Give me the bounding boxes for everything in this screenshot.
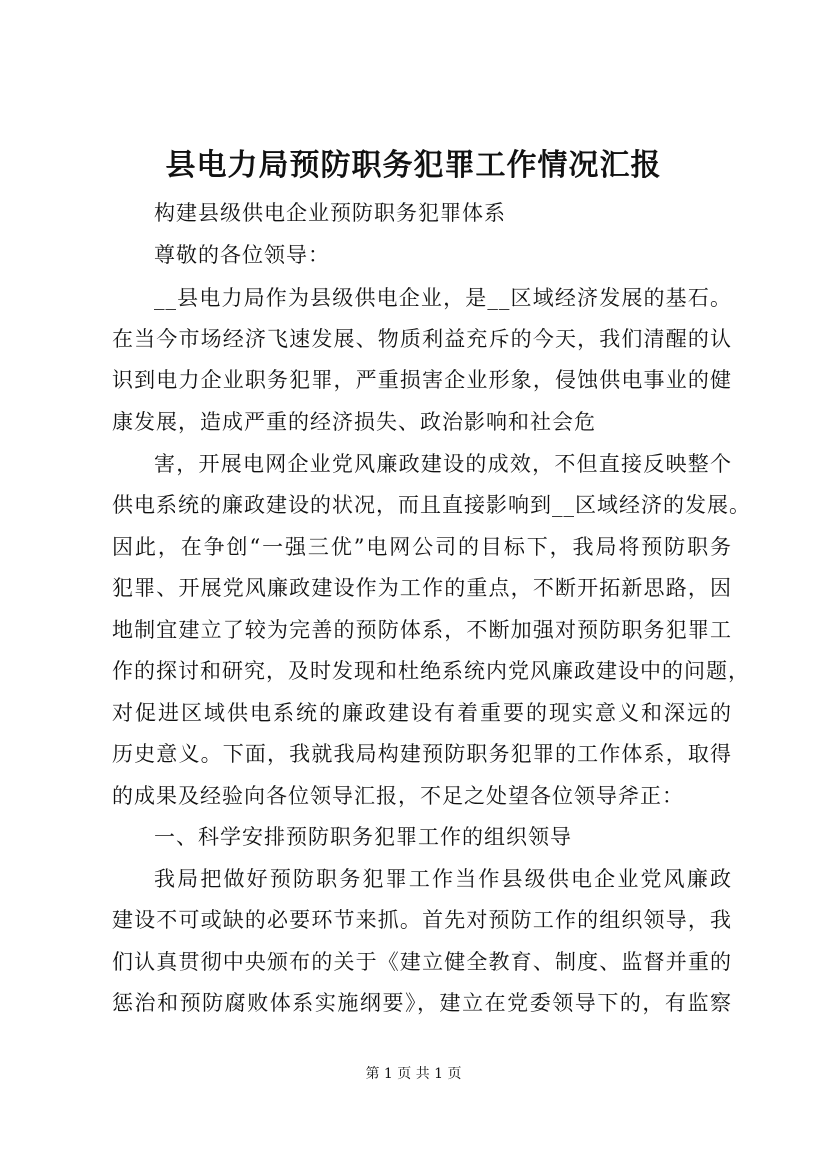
- paragraph-line: 作的探讨和研究，及时发现和杜绝系统内党风廉政建设中的问题，: [112, 659, 750, 683]
- paragraph-line: 惩治和预防腐败体系实施纲要》，建立在党委领导下的，有监察: [112, 991, 732, 1015]
- paragraph-line: 我局把做好预防职务犯罪工作当作县级供电企业党风廉政: [154, 867, 732, 891]
- paragraph-line: 康发展，造成严重的经济损失、政治影响和社会危: [112, 410, 596, 434]
- paragraph-line: 害，开展电网企业党风廉政建设的成效，不但直接反映整个: [154, 452, 732, 476]
- paragraph-line: __县电力局作为县级供电企业，是__区域经济发展的基石。: [154, 286, 732, 310]
- paragraph-line: 犯罪、开展党风廉政建设作为工作的重点，不断开拓新思路，因: [112, 576, 732, 600]
- paragraph-line: 识到电力企业职务犯罪，严重损害企业形象，侵蚀供电事业的健: [112, 368, 732, 392]
- page-footer: 第 1 页 共 1 页: [365, 1066, 462, 1082]
- paragraph-line: 在当今市场经济飞速发展、物质利益充斥的今天，我们清醒的认: [112, 327, 732, 351]
- paragraph-line: 的成果及经验向各位领导汇报，不足之处望各位领导斧正：: [112, 784, 684, 808]
- paragraph-line: 们认真贯彻中央颁布的关于《建立健全教育、制度、监督并重的: [112, 950, 732, 974]
- document-title: 县电力局预防职务犯罪工作情况汇报: [165, 148, 662, 183]
- paragraph-line: 历史意义。下面，我就我局构建预防职务犯罪的工作体系，取得: [112, 742, 732, 766]
- salutation-line: 尊敬的各位领导：: [154, 243, 330, 267]
- section-heading: 一、科学安排预防职务犯罪工作的组织领导: [154, 825, 572, 849]
- paragraph-line: 建设不可或缺的必要环节来抓。首先对预防工作的组织领导，我: [112, 908, 732, 932]
- subtitle-line: 构建县级供电企业预防职务犯罪体系: [154, 201, 506, 225]
- paragraph-line: 供电系统的廉政建设的状况，而且直接影响到__区域经济的发展。: [112, 493, 751, 517]
- paragraph-line: 对促进区域供电系统的廉政建设有着重要的现实意义和深远的: [112, 701, 732, 725]
- paragraph-line: 地制宜建立了较为完善的预防体系，不断加强对预防职务犯罪工: [112, 618, 732, 642]
- paragraph-line: 因此，在争创“一强三优”电网公司的目标下，我局将预防职务: [112, 535, 732, 559]
